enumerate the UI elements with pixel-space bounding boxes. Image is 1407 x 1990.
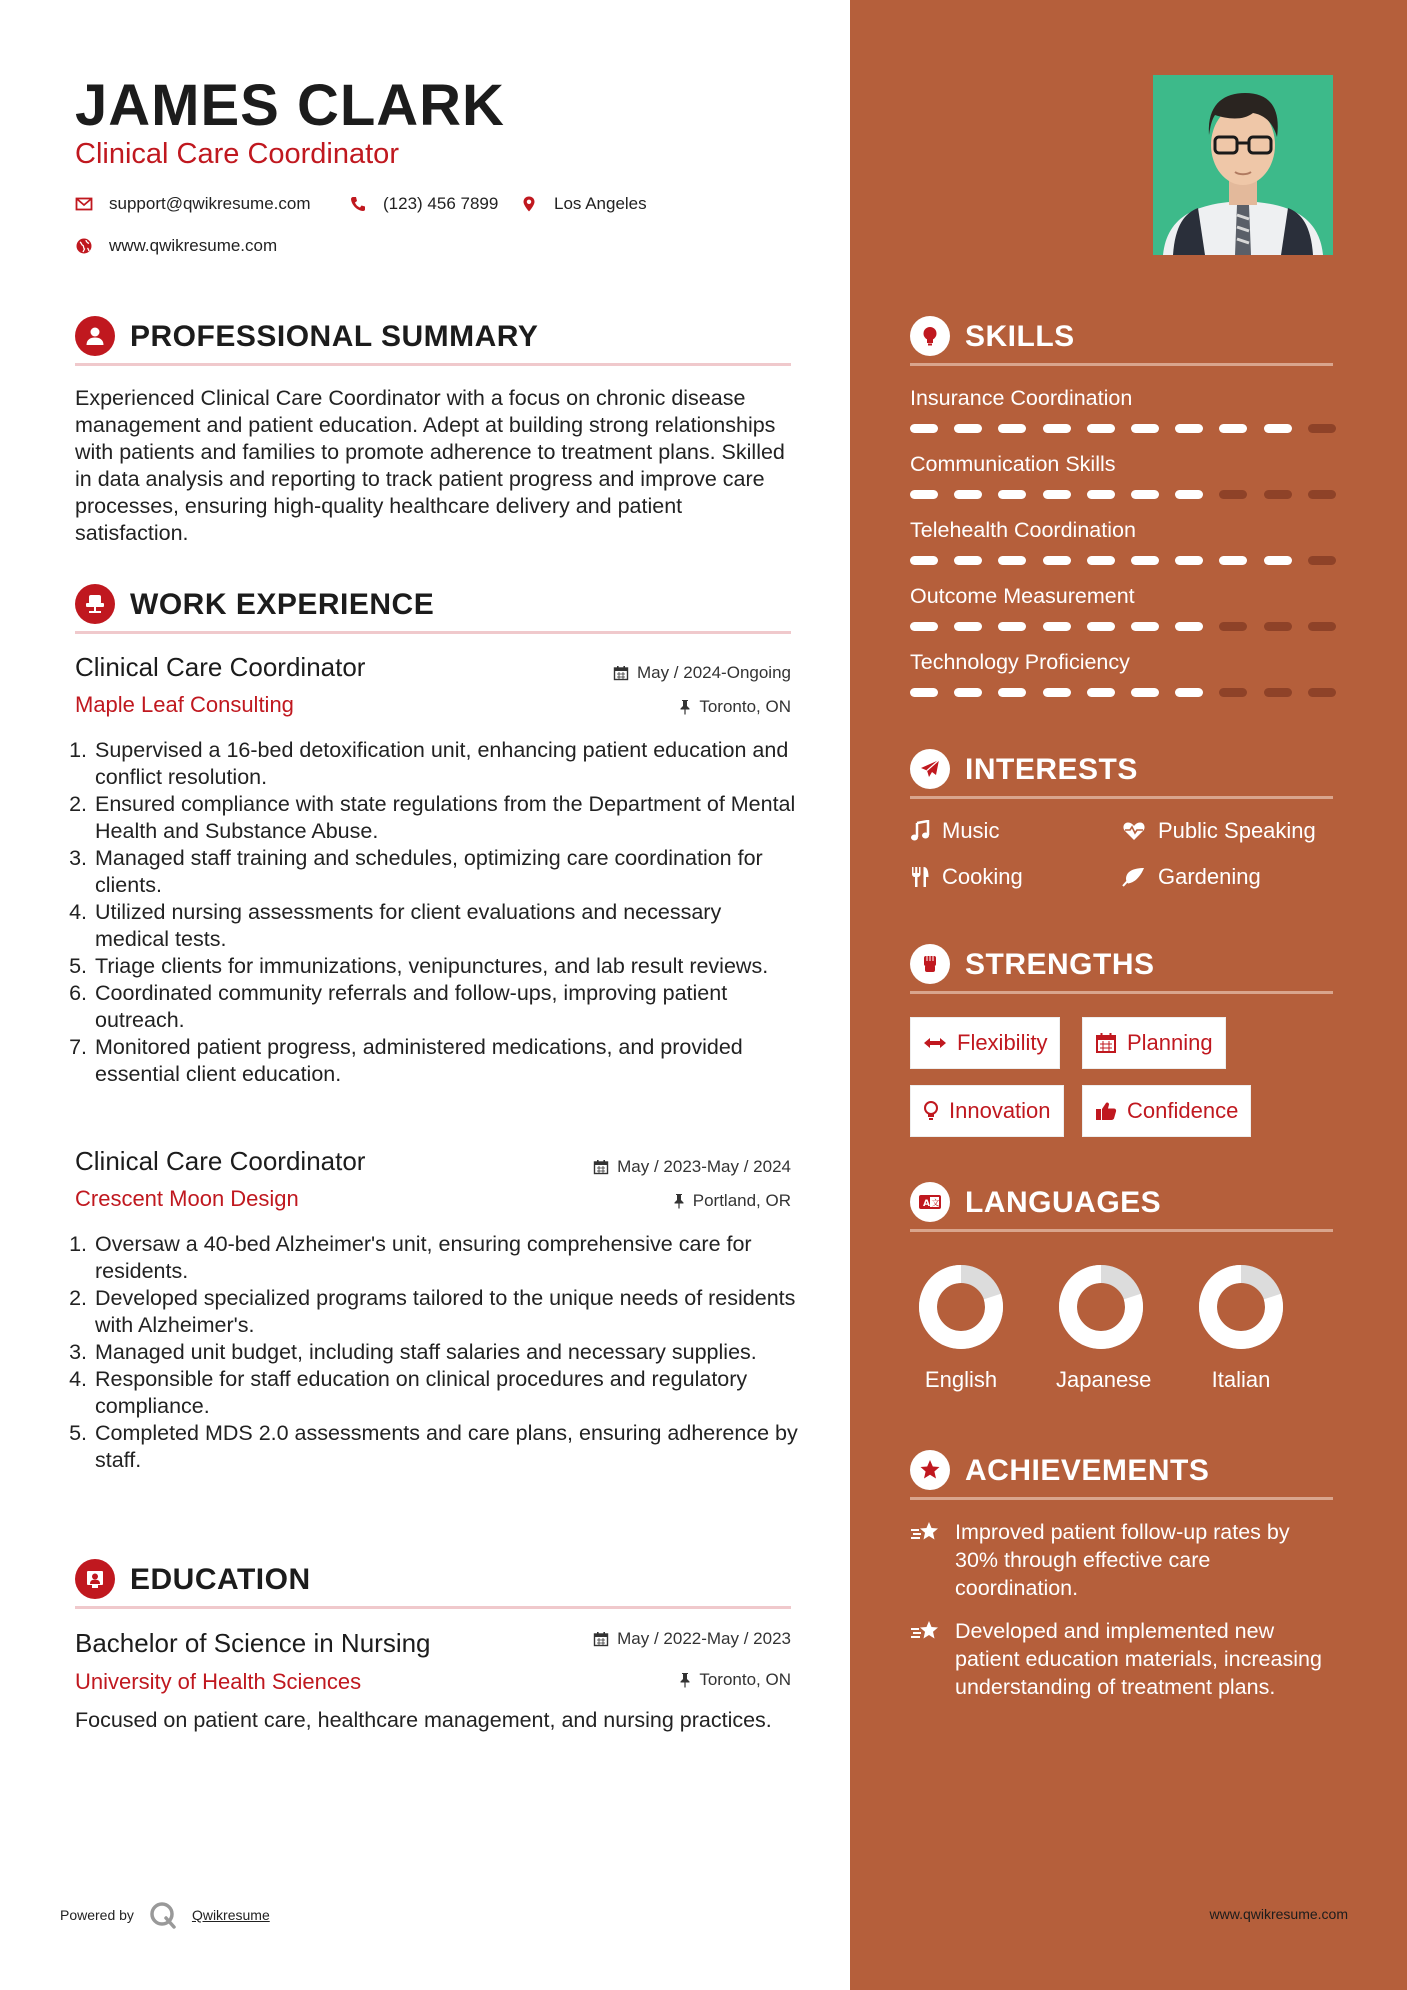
section-achievements (910, 1450, 1333, 1500)
skill-name: Insurance Coordination (910, 386, 1133, 410)
skill-level-dash (910, 622, 938, 631)
language-item (916, 1262, 1006, 1393)
skill-level-dash (1043, 688, 1071, 697)
section-title-experience: WORK EXPERIENCE (130, 588, 435, 621)
user-icon (75, 316, 115, 356)
skill-item (910, 452, 1333, 477)
footer-website[interactable]: www.qwikresume.com (1209, 1906, 1348, 1922)
education-degree: Bachelor of Science in Nursing (75, 1628, 431, 1658)
strength-label: Planning (1127, 1030, 1213, 1055)
powered-by-text: Powered by (60, 1907, 134, 1923)
skill-level-dash (1131, 424, 1159, 433)
section-education (75, 1559, 791, 1609)
pushpin-icon (673, 1193, 685, 1209)
skill-level-dash (1087, 622, 1115, 631)
music-icon (910, 820, 930, 842)
phone-icon (349, 195, 367, 213)
skill-level-dash (1264, 622, 1292, 631)
job-2-location-text: Portland, OR (692, 1191, 791, 1210)
qwikresume-logo-icon (148, 1900, 178, 1930)
skill-level-dash (1308, 688, 1336, 697)
pushpin-icon (679, 699, 691, 715)
list-item: 6. Coordinated community referrals and follow-ups, improving patient outreach. (93, 980, 800, 1034)
star-badge-icon (910, 1450, 950, 1490)
education-location-text: Toronto, ON (699, 1670, 791, 1689)
svg-text:文: 文 (931, 1198, 940, 1208)
strength-confidence (1082, 1085, 1251, 1137)
candidate-name: JAMES CLARK (75, 73, 505, 138)
brand-link[interactable]: Qwikresume (191, 1907, 270, 1923)
skill-level-dash (1175, 622, 1203, 631)
education-dates (593, 1629, 791, 1649)
achievement-text: Developed and implemented new patient education materials, increasing understanding of treatment plans. (955, 1619, 1322, 1699)
achievement-text: Improved patient follow-up rates by 30% through effective care coordination. (955, 1520, 1290, 1600)
phone-text: (123) 456 7899 (383, 194, 499, 213)
interest-gardening (1122, 864, 1261, 890)
skill-level-dash (910, 688, 938, 697)
skill-level-dash (1131, 688, 1159, 697)
contact-phone[interactable] (349, 194, 498, 214)
skill-level-dash (1087, 688, 1115, 697)
shooting-star-icon (910, 1520, 940, 1546)
section-title-skills: SKILLS (965, 320, 1075, 353)
map-marker-icon (520, 195, 538, 213)
skill-level-dash (998, 688, 1026, 697)
arrows-horizontal-icon (923, 1036, 947, 1050)
sidebar (850, 0, 1407, 1990)
section-title-summary: PROFESSIONAL SUMMARY (130, 320, 539, 353)
pushpin-icon (679, 1672, 691, 1688)
skill-level-dash (1043, 424, 1071, 433)
skill-level-dash (954, 556, 982, 565)
contact-website[interactable] (75, 236, 277, 256)
skill-level-dash (954, 622, 982, 631)
skill-level-dash (1264, 556, 1292, 565)
interest-cooking (910, 864, 1023, 890)
list-item: 5. Completed MDS 2.0 assessments and care plans, ensuring adherence by staff. (93, 1420, 800, 1474)
skill-level-dash (1175, 424, 1203, 433)
skill-name: Technology Proficiency (910, 650, 1130, 674)
skill-level-dash (1308, 556, 1336, 565)
skill-level-dash (910, 424, 938, 433)
strength-flexibility (910, 1017, 1060, 1069)
skill-level-dash (1264, 688, 1292, 697)
language-item (1056, 1262, 1152, 1393)
lightbulb-icon (910, 316, 950, 356)
achievement-item (910, 1617, 1333, 1701)
strength-planning (1082, 1017, 1226, 1069)
skill-name: Outcome Measurement (910, 584, 1135, 608)
list-item: 4. Utilized nursing assessments for client evaluations and necessary medical tests. (93, 899, 800, 953)
section-title-strengths: STRENGTHS (965, 948, 1155, 981)
education-location (679, 1670, 791, 1690)
skill-item (910, 584, 1333, 609)
skill-level-dash (1175, 556, 1203, 565)
language-level-ring (1056, 1262, 1146, 1352)
skill-item (910, 518, 1333, 543)
list-item: 3. Managed unit budget, including staff salaries and necessary supplies. (93, 1339, 800, 1366)
lightbulb-icon (923, 1100, 939, 1122)
job-1-location-text: Toronto, ON (699, 697, 791, 716)
section-strengths (910, 944, 1333, 994)
job-2-title: Clinical Care Coordinator (75, 1146, 366, 1176)
education-description: Focused on patient care, healthcare management, and nursing practices. (75, 1708, 772, 1732)
graduate-icon (75, 1559, 115, 1599)
list-item: 3. Managed staff training and schedules, optimizing care coordination for clients. (93, 845, 800, 899)
profile-photo (1153, 75, 1333, 255)
skill-level-dash (954, 490, 982, 499)
skill-level-dash (1219, 622, 1247, 631)
skill-level-dash (1219, 688, 1247, 697)
skill-level-bar (910, 556, 1333, 566)
list-item: 4. Responsible for staff education on clinical procedures and regulatory compliance. (93, 1366, 800, 1420)
skill-level-dash (1308, 622, 1336, 631)
list-item: 5. Triage clients for immunizations, venipunctures, and lab result reviews. (93, 953, 800, 980)
candidate-title: Clinical Care Coordinator (75, 138, 399, 170)
heartbeat-icon (1122, 820, 1146, 842)
section-experience (75, 584, 791, 634)
skill-level-dash (954, 688, 982, 697)
skill-level-dash (1087, 424, 1115, 433)
skill-level-dash (998, 622, 1026, 631)
section-title-achievements: ACHIEVEMENTS (965, 1454, 1210, 1487)
skill-level-dash (954, 424, 982, 433)
job-2-dates-text: May / 2023-May / 2024 (617, 1157, 791, 1176)
skill-level-bar (910, 622, 1333, 632)
language-name: Italian (1211, 1367, 1271, 1392)
achievement-item (910, 1518, 1333, 1602)
paper-plane-icon (910, 749, 950, 789)
footer-powered-by (60, 1900, 270, 1930)
calendar-icon (613, 665, 629, 681)
skill-level-dash (910, 490, 938, 499)
section-interests (910, 749, 1333, 799)
skill-level-dash (1043, 490, 1071, 499)
job-2-duties (75, 1231, 800, 1474)
language-level-ring (1196, 1262, 1286, 1352)
strength-label: Confidence (1127, 1098, 1239, 1123)
list-item: 1. Supervised a 16-bed detoxification unit, enhancing patient education and conflict resolution. (93, 737, 800, 791)
job-2-location (673, 1191, 791, 1211)
skill-level-dash (1219, 556, 1247, 565)
skill-level-dash (1131, 556, 1159, 565)
skill-level-dash (1308, 424, 1336, 433)
calendar-icon (1095, 1032, 1117, 1054)
skill-level-dash (1219, 490, 1247, 499)
email-text: support@qwikresume.com (109, 194, 311, 213)
skill-item (910, 650, 1333, 675)
skill-level-bar (910, 688, 1333, 698)
skill-level-dash (998, 424, 1026, 433)
section-title-education: EDUCATION (130, 1563, 311, 1596)
thumbs-up-icon (1095, 1101, 1117, 1121)
interest-label: Public Speaking (1158, 818, 1316, 843)
job-2-dates (593, 1157, 791, 1177)
skill-level-dash (1219, 424, 1247, 433)
job-1-location (679, 697, 791, 717)
skill-level-bar (910, 424, 1333, 434)
cutlery-icon (910, 866, 930, 888)
language-name: English (924, 1367, 998, 1392)
svg-text:A: A (923, 1199, 930, 1209)
website-text: www.qwikresume.com (109, 236, 278, 255)
strength-label: Innovation (949, 1098, 1051, 1123)
job-1-duties (75, 737, 800, 1088)
location-text: Los Angeles (554, 194, 647, 213)
strength-label: Flexibility (957, 1030, 1048, 1055)
job-1-dates-text: May / 2024-Ongoing (636, 663, 791, 682)
skill-name: Communication Skills (910, 452, 1116, 476)
section-title-languages: LANGUAGES (965, 1186, 1162, 1219)
contact-email[interactable] (75, 194, 311, 214)
skill-level-dash (910, 556, 938, 565)
skill-level-dash (1175, 688, 1203, 697)
skill-level-dash (1264, 424, 1292, 433)
language-level-ring (916, 1262, 1006, 1352)
job-1-dates (613, 663, 791, 683)
skill-level-bar (910, 490, 1333, 500)
skill-level-dash (1175, 490, 1203, 499)
skill-level-dash (1087, 490, 1115, 499)
leaf-icon (1122, 867, 1146, 887)
list-item: 2. Ensured compliance with state regulations from the Department of Mental Health and Substance Abuse. (93, 791, 800, 845)
section-summary (75, 316, 791, 366)
interest-label: Gardening (1158, 864, 1261, 889)
skill-level-dash (1043, 622, 1071, 631)
shooting-star-icon (910, 1619, 940, 1645)
language-item (1196, 1262, 1286, 1393)
education-dates-text: May / 2022-May / 2023 (617, 1629, 791, 1648)
summary-text: Experienced Clinical Care Coordinator with a focus on chronic disease management and patient education. Adept at building strong relationships with patients and families to promote adherence to treatment plans. Skilled in data analysis and reporting to track patient progress and improve care processes, ensuring high-quality healthcare delivery and patient satisfaction. (75, 386, 785, 545)
skill-level-dash (1264, 490, 1292, 499)
job-1-title: Clinical Care Coordinator (75, 652, 366, 682)
section-languages (910, 1182, 1333, 1232)
education-school: University of Health Sciences (75, 1669, 362, 1694)
skill-name: Telehealth Coordination (910, 518, 1136, 542)
interest-label: Cooking (942, 864, 1023, 889)
interest-public-speaking (1122, 818, 1316, 844)
interest-music (910, 818, 999, 844)
language-name: Japanese (1056, 1367, 1152, 1392)
fist-icon (910, 944, 950, 984)
contact-location (520, 194, 647, 214)
job-2-company: Crescent Moon Design (75, 1186, 299, 1211)
skill-item (910, 386, 1333, 411)
section-title-interests: INTERESTS (965, 753, 1138, 786)
envelope-icon (75, 195, 93, 213)
list-item: 1. Oversaw a 40-bed Alzheimer's unit, ensuring comprehensive care for residents. (93, 1231, 800, 1285)
list-item: 7. Monitored patient progress, administered medications, and provided essential client education. (93, 1034, 800, 1088)
skill-level-dash (998, 490, 1026, 499)
briefcase-chair-icon (75, 584, 115, 624)
calendar-icon (593, 1631, 609, 1647)
skill-level-dash (998, 556, 1026, 565)
skill-level-dash (1308, 490, 1336, 499)
job-1-company: Maple Leaf Consulting (75, 692, 294, 717)
language-icon (910, 1182, 950, 1222)
skill-level-dash (1131, 622, 1159, 631)
list-item: 2. Developed specialized programs tailored to the unique needs of residents with Alzheimer's. (93, 1285, 800, 1339)
skill-level-dash (1131, 490, 1159, 499)
strength-innovation (910, 1085, 1064, 1137)
skill-level-dash (1087, 556, 1115, 565)
calendar-icon (593, 1159, 609, 1175)
section-skills (910, 316, 1333, 366)
skill-level-dash (1043, 556, 1071, 565)
interest-label: Music (942, 818, 1000, 843)
globe-icon (75, 237, 93, 255)
